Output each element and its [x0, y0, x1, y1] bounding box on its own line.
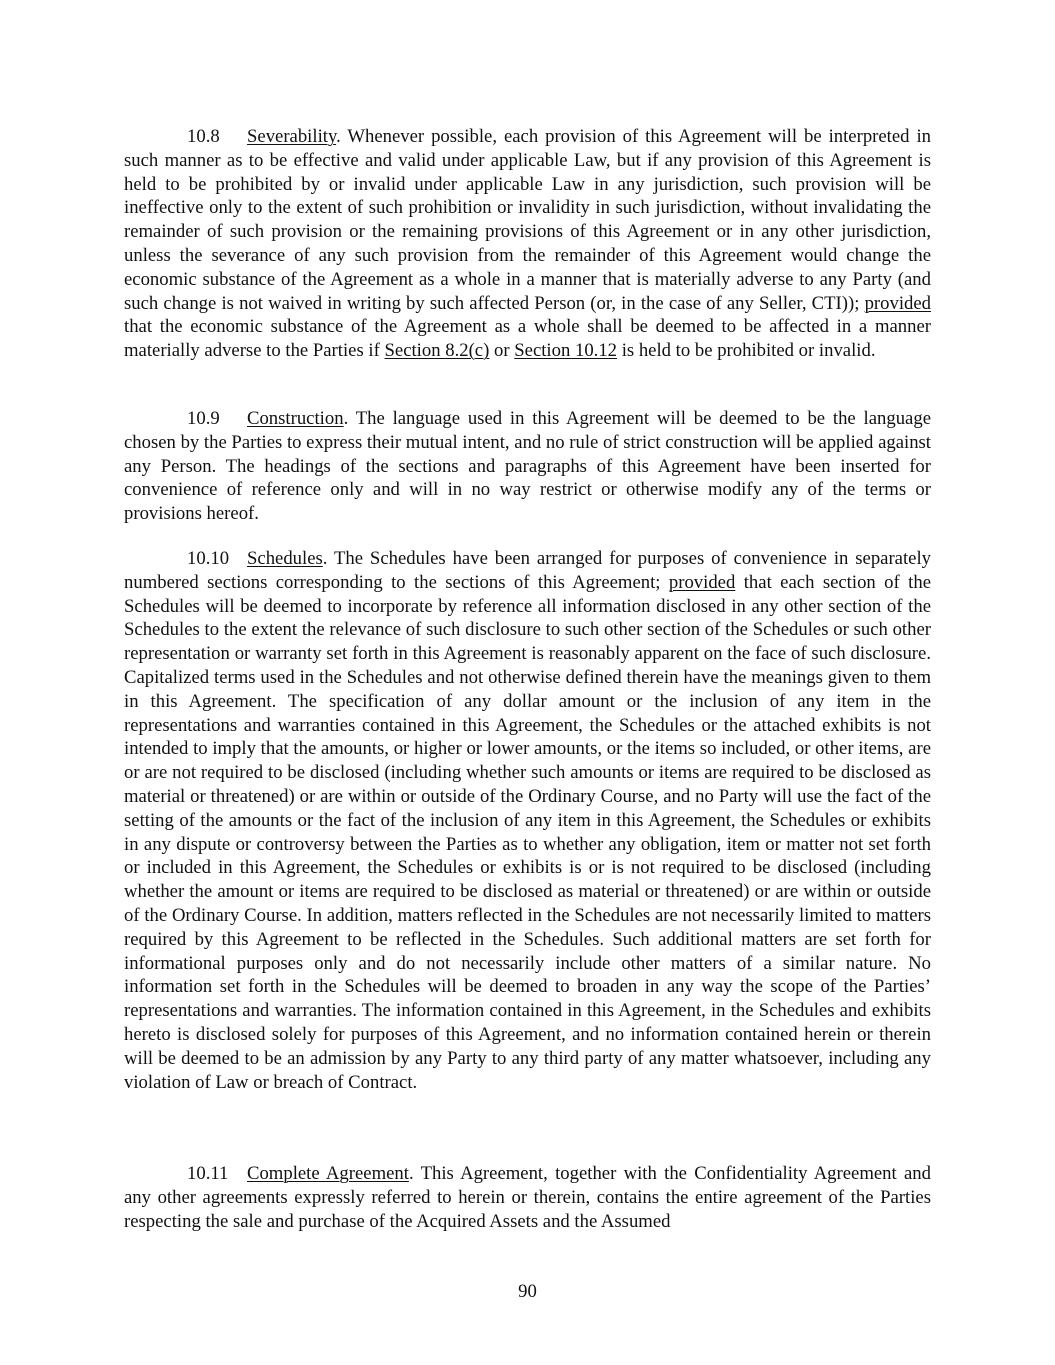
- text-segment: or: [489, 340, 515, 362]
- cross-reference-section-10-12[interactable]: Section 10.12: [514, 340, 618, 362]
- section-heading: Schedules: [247, 548, 323, 569]
- cross-reference-section-8-2-c[interactable]: Section 8.2(c): [384, 340, 490, 362]
- section-heading: Complete Agreement: [247, 1163, 409, 1184]
- text-segment: . The language used in this Agreement will be deemed to be the language chosen by the Parties to express their mutual intent, and no rule of strict construction will be applied against any Person. The headings of the sections and paragraphs of this Agreement have been inserted for convenience of reference only and will in no way restrict or otherwise modify any of the terms or provisions hereof.: [124, 408, 932, 525]
- page-number: 90: [518, 1281, 537, 1302]
- text-segment: . The Schedules have been arranged for purposes of convenience in separately numbered sections corresponding to the sections of this Agreement;: [124, 548, 931, 593]
- defined-term-provided: provided: [864, 292, 931, 314]
- section-10-10-paragraph: [124, 547, 931, 1094]
- section-number: 10.11: [187, 1163, 229, 1184]
- section-10-9-paragraph: [124, 407, 931, 526]
- section-body: [124, 126, 931, 361]
- section-number: 10.9: [187, 408, 220, 429]
- section-number: 10.10: [187, 548, 230, 569]
- defined-term-provided: provided: [668, 571, 736, 593]
- text-segment: that each section of the Schedules will be deemed to incorporate by reference all information disclosed in any other section of the Schedules to the extent the relevance of such disclosure to such other section of the Schedules or such other representation or warranty set forth in this Agreement is reasonably apparent on the face of such disclosure. Capitalized terms used in the Schedules and not otherwise defined therein have the meanings given to them in this Agreement. The specification of any dollar amount or the inclusion of any item in the representations and warranties contained in this Agreement, the Schedules or the attached exhibits is not intended to imply that the amounts, or higher or lower amounts, or the items so included, or other items, are or are not required to be disclosed (including whether such amounts or items are required to be disclosed as material or threatened) or are within or outside of the Ordinary Course, and no Party will use the fact of the setting of the amounts or the fact of the inclusion of any item in this Agreement, the Schedules or exhibits in any dispute or controversy between the Parties as to whether any obligation, item or matter not set forth or included in this Agreement, the Schedules or exhibits is or is not required to be disclosed (including whether the amount or items are required to be disclosed as material or threatened) or are within or outside of the Ordinary Course. In addition, matters reflected in the Schedules are not necessarily limited to matters required by this Agreement to be reflected in the Schedules. Such additional matters are set forth for informational purposes only and do not necessarily include other matters of a similar nature. No information set forth in the Schedules will be deemed to broaden in any way the scope of the Parties’ representations and warranties. The information contained in this Agreement, in the Schedules and exhibits hereto is disclosed solely for purposes of this Agreement, and no information contained herein or therein will be deemed to be an admission by any Party to any third party of any matter whatsoever, including any violation of Law or breach of Contract.: [124, 571, 931, 1093]
- text-segment: . This Agreement, together with the Confidentiality Agreement and any other agreements expressly referred to herein or therein, contains the entire agreement of the Parties respecting the sale and purchase of the Acquired Assets and the Assumed: [124, 1163, 931, 1232]
- text-segment: is held to be prohibited or invalid.: [617, 340, 876, 362]
- section-heading: Construction: [247, 408, 344, 429]
- text-segment: . Whenever possible, each provision of this Agreement will be interpreted in such manner as to be effective and valid under applicable Law, but if any provision of this Agreement is held to be prohibited by or invalid under applicable Law in any jurisdiction, such provision will be ineffective only to the extent of such prohibition or invalidity in such jurisdiction, without invalidating the remainder of such provision or the remaining provisions of this Agreement or in any other jurisdiction, unless the severance of any such provision from the remainder of this Agreement would change the economic substance of the Agreement as a whole in a manner that is materially adverse to any Party (and such change is not waived in writing by such affected Person (or, in the case of any Seller, CTI));: [124, 126, 931, 314]
- section-body: [124, 548, 931, 1093]
- section-10-8-paragraph: [124, 125, 931, 363]
- section-10-11-paragraph: [124, 1162, 931, 1233]
- text-segment: that the economic substance of the Agreement as a whole shall be deemed to be affected in a manner materially adverse to the Parties if: [124, 316, 931, 362]
- section-heading: Severability: [247, 126, 337, 147]
- section-number: 10.8: [187, 126, 220, 147]
